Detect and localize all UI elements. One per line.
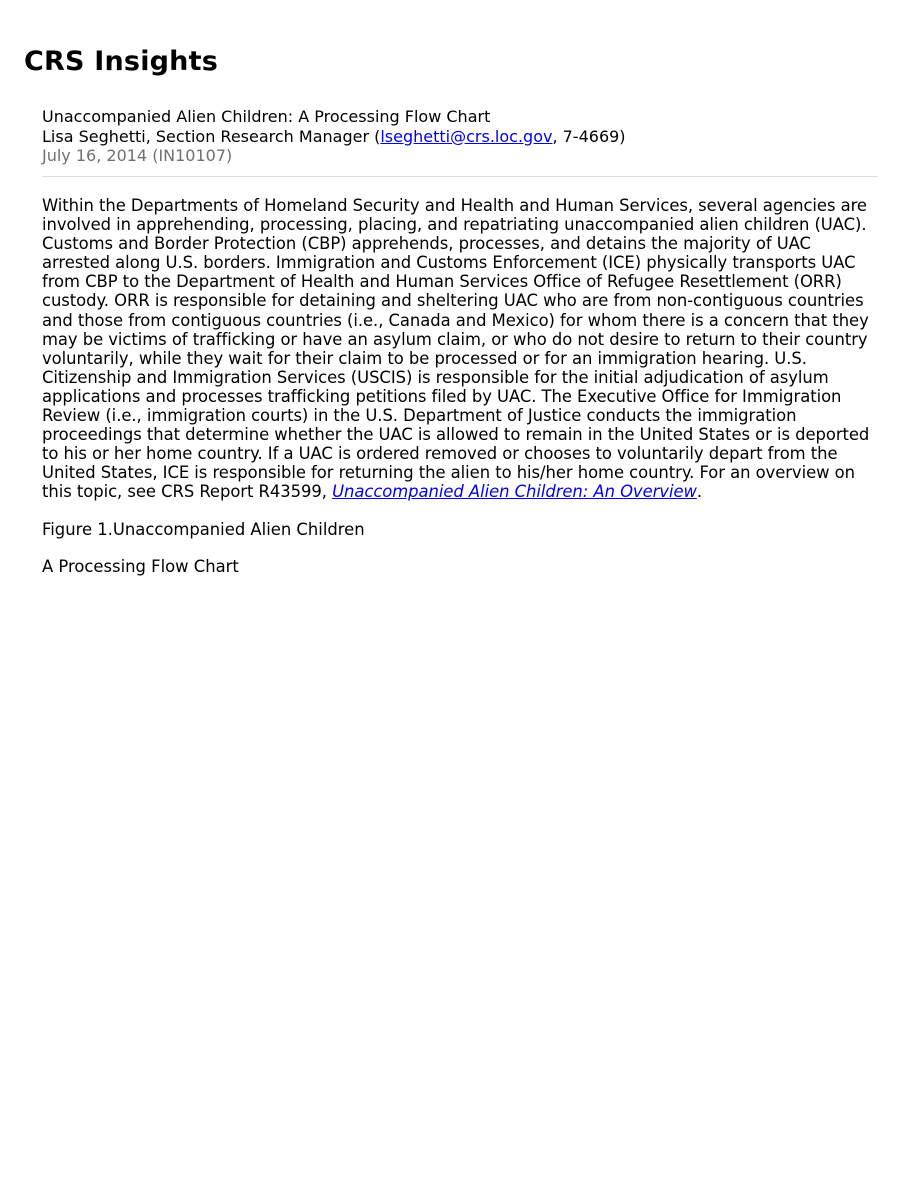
- body-paragraph: [42, 196, 880, 502]
- author-suffix: , 7-4669): [552, 126, 626, 146]
- site-title: CRS Insights: [24, 46, 218, 77]
- author-prefix: Lisa Seghetti, Section Research Manager (: [42, 126, 381, 146]
- author-email-link[interactable]: lseghetti@crs.loc.gov: [380, 126, 553, 146]
- report-title: Unaccompanied Alien Children: A Processing Flow Chart: [42, 107, 491, 126]
- report-header: [42, 107, 878, 166]
- body-paragraph-text: Within the Departments of Homeland Security and Health and Human Services, several agencies are involved in apprehending, processing, placing, and repatriating unaccompanied alien children (UAC). Customs and Border Protection (CBP) apprehends, processes, and detains the majority of UAC arrested along U.S. borders. Immigration and Customs Enforcement (ICE) physically transports UAC from CBP to the Department of Health and Human Services Office of Refugee Resettlement (ORR) custody. ORR is responsible for detaining and sheltering UAC who are from non-contiguous countries and those from contiguous countries (i.e., Canada and Mexico) for whom there is a concern that they may be victims of trafficking or have an asylum claim, or who do not desire to return to their country voluntarily, while they wait for their claim to be processed or for an immigration hearing. U.S. Citizenship and Immigration Services (USCIS) is responsible for the initial adjudication of asylum applications and processes trafficking petitions filed by UAC. The Executive Office for Immigration Review (i.e., immigration courts) in the U.S. Department of Justice conducts the immigration proceedings that determine whether the UAC is allowed to remain in the United States or is deported to his or her home country. If a UAC is ordered removed or chooses to voluntarily depart from the United States, ICE is responsible for returning the alien to his/her home country. For an overview on this topic, see CRS Report R43599,: [42, 196, 870, 502]
- body-paragraph-end: .: [696, 482, 703, 502]
- report-date: July 16, 2014 (IN10107): [42, 146, 233, 165]
- author-line: [42, 127, 878, 147]
- figure-subcaption: A Processing Flow Chart: [42, 557, 239, 576]
- header-divider: [42, 176, 878, 177]
- report-link[interactable]: Unaccompanied Alien Children: An Overview: [332, 482, 697, 502]
- figure-caption: Figure 1.Unaccompanied Alien Children: [42, 520, 365, 539]
